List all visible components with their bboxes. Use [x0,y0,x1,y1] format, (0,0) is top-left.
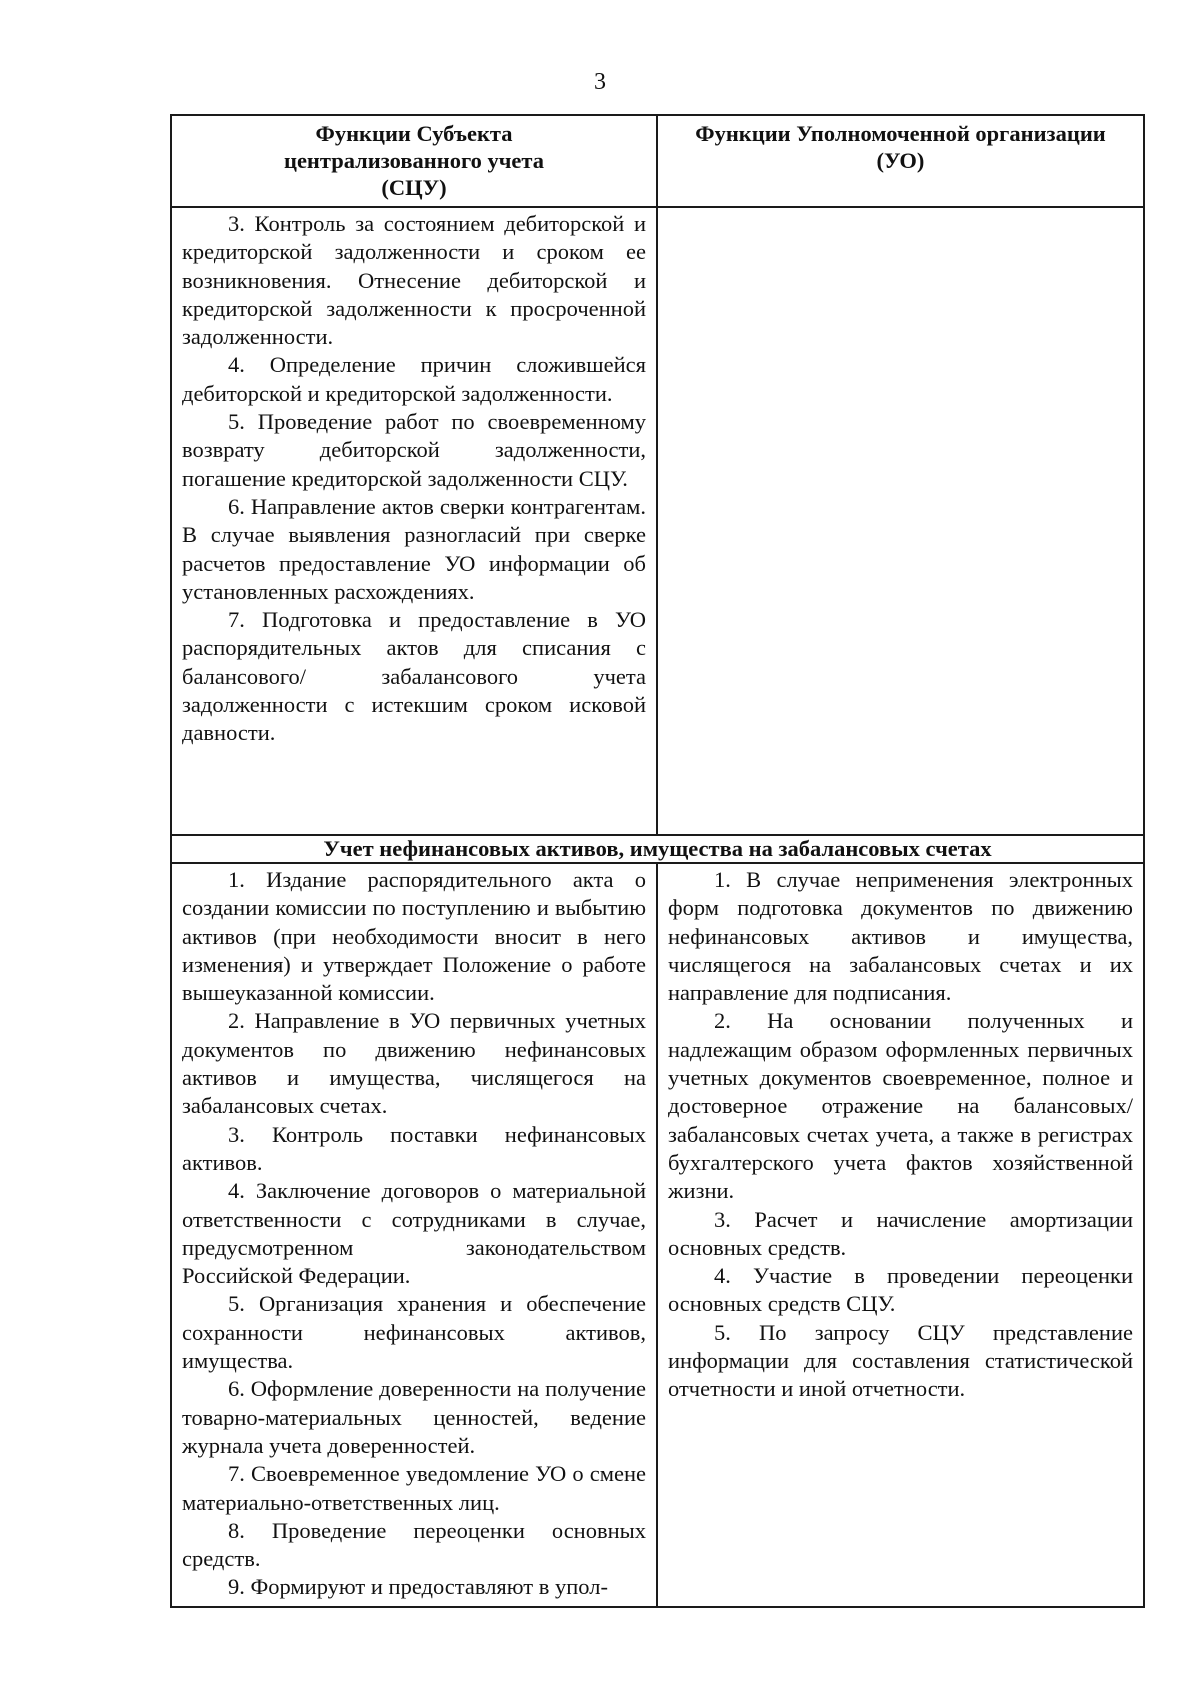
header-scu-line: Функции Субъекта [315,121,513,146]
list-item: 1. Издание распорядительного акта о создании комиссии по поступлению и выбытию активов (при необходимости вносит в него изменения) и утверждает Положение о работе вышеуказанной комиссии. [182,867,646,1006]
uo-assets-functions-cell [657,863,1144,1607]
uo-debt-functions-cell-empty [657,207,1144,835]
table-header-row [171,115,1144,207]
list-item: 6. Направление актов сверки контрагентам. В случае выявления разногласий при сверке расчетов предоставление УО информации об установленных расхождениях. [182,493,646,604]
section-header-row [171,835,1144,863]
list-item: 9. Формируют и предоставляют в упол- [228,1574,608,1600]
scu-assets-functions-cell [171,863,657,1607]
list-item: 4. Определение причин сложившейся дебиторской и кредиторской задолженности. [182,352,646,406]
header-scu-line: (СЦУ) [381,175,447,200]
table-row [171,207,1144,835]
header-scu-line: централизованного учета [283,148,544,173]
list-item: 3. Контроль за состоянием дебиторской и кредиторской задолженности и сроком ее возникновения. Отнесение дебиторской и кредиторской задолженности к просроченной задолженности. [182,211,646,350]
list-item: 4. Заключение договоров о материальной ответственности с сотрудниками в случае, предусмотренном законодательством Российской Федерации. [182,1178,646,1289]
list-item: 5. Проведение работ по своевременному возврату дебиторской задолженности, погашение кредиторской задолженности СЦУ. [182,409,646,491]
functions-table [170,114,1145,1608]
list-item: 5. Организация хранения и обеспечение сохранности нефинансовых активов, имущества. [182,1291,646,1374]
list-item: 7. Подготовка и предоставление в УО распорядительных актов для списания с балансового/ забалансового учета задолженности с истекшим сроком исковой давности. [182,607,646,746]
list-item: 3. Контроль поставки нефинансовых активов. [182,1121,646,1175]
header-uo-line: Функции Уполномоченной организации [695,121,1106,146]
list-item: 4. Участие в проведении переоценки основных средств СЦУ. [668,1263,1133,1317]
list-item: 2. Направление в УО первичных учетных документов по движению нефинансовых активов и имущества, числящегося на забалансовых счетах. [182,1008,646,1119]
header-uo-functions [657,115,1144,207]
list-item: 3. Расчет и начисление амортизации основных средств. [668,1206,1133,1260]
header-scu-functions [171,115,657,207]
header-uo-line: (УО) [876,148,925,173]
list-item: 8. Проведение переоценки основных средств. [182,1517,646,1572]
table-row [171,863,1144,1607]
list-item: 7. Своевременное уведомление УО о смене материально-ответственных лиц. [182,1461,646,1515]
list-item: 6. Оформление доверенности на получение товарно-материальных ценностей, ведение журнала учета доверенностей. [182,1376,646,1458]
list-item: 2. На основании полученных и надлежащим образом оформленных первичных учетных документов своевременное, полное и достоверное отражение на балансовых/ забалансовых счетах учета, а также в регистрах бухгалтерского учета фактов хозяйственной жизни. [668,1008,1133,1204]
scu-debt-functions-cell [171,207,657,835]
list-item: 5. По запросу СЦУ представление информации для составления статистической отчетности и иной отчетности. [668,1319,1133,1402]
page-number: 3 [594,69,606,95]
list-item: 1. В случае неприменения электронных форм подготовка документов по движению нефинансовых активов и имущества, числящегося на забалансовых счетах и их направление для подписания. [668,867,1133,1006]
section-title-nonfinancial-assets: Учет нефинансовых активов, имущества на забалансовых счетах [171,835,1144,863]
